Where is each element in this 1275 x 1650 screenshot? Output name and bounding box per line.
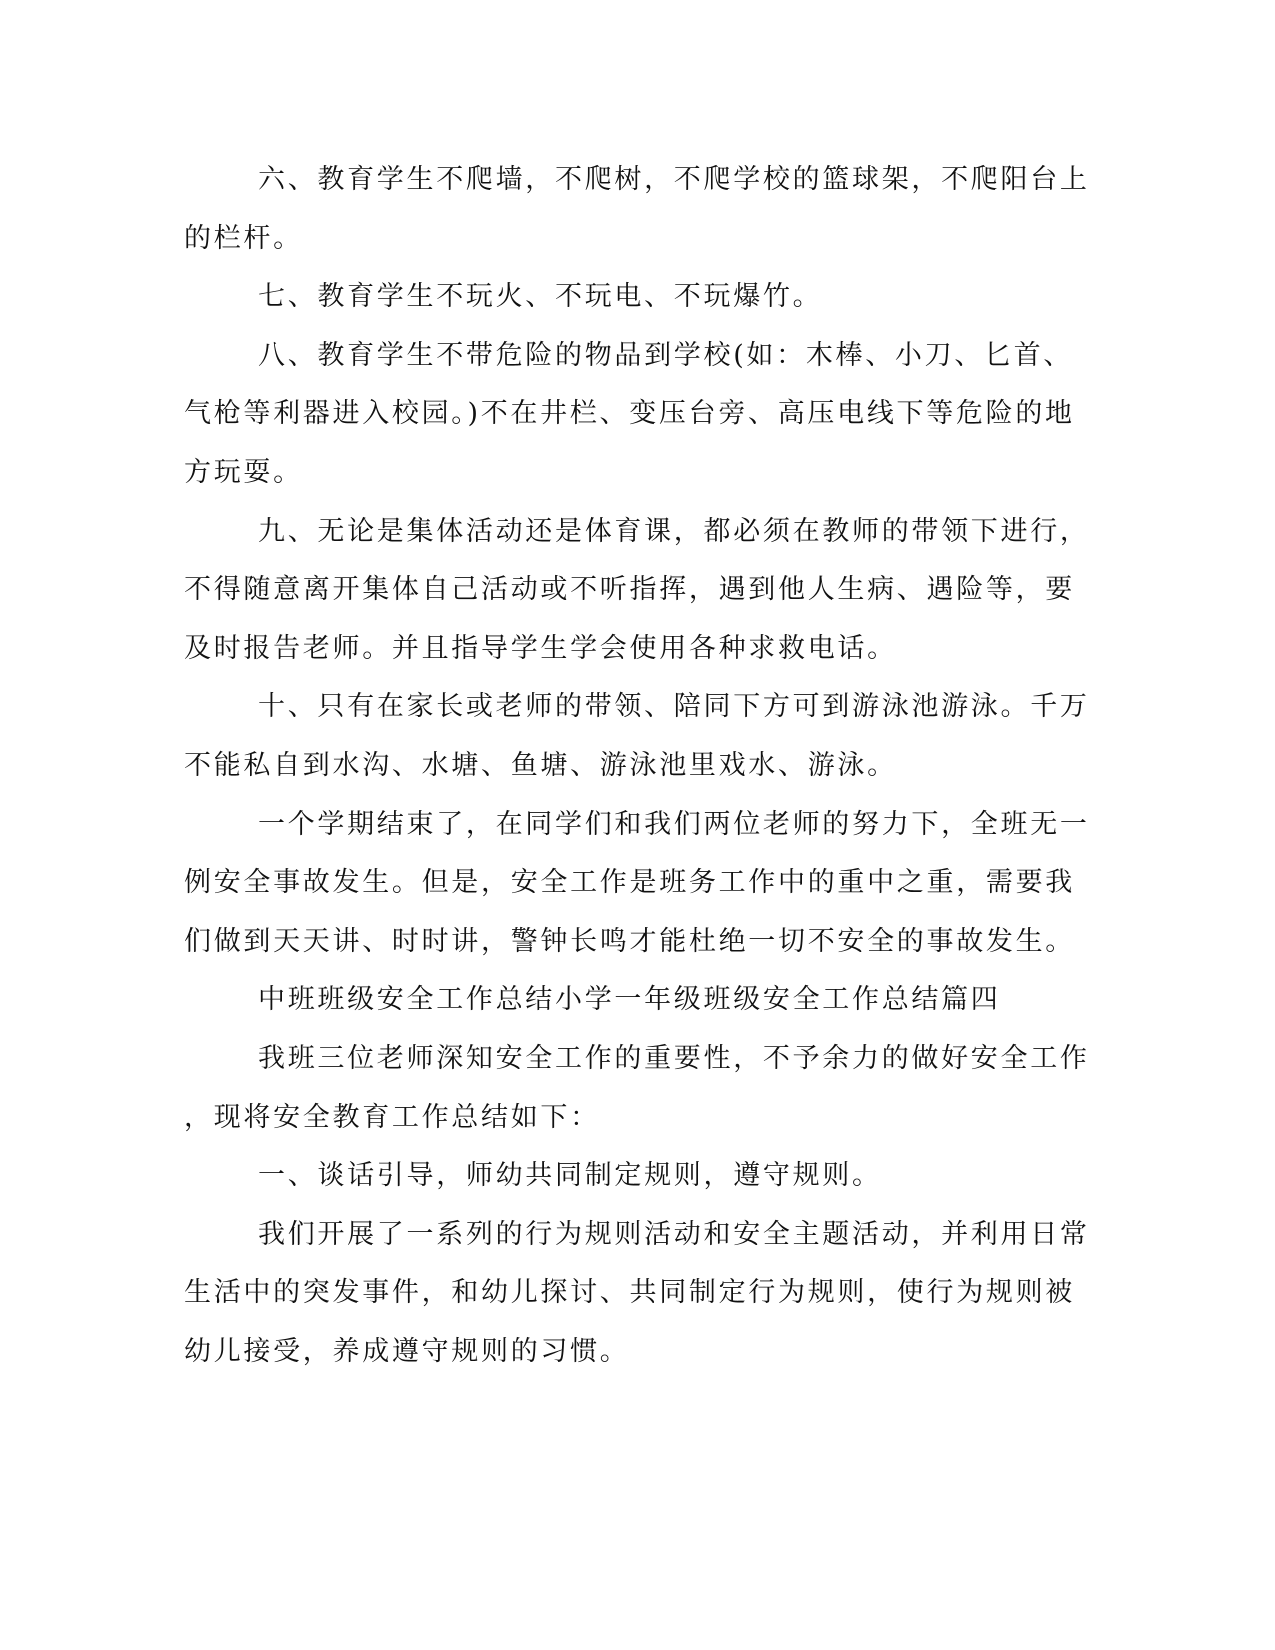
paragraph-item-6 — [184, 151, 1090, 268]
paragraph-line: 我班三位老师深知安全工作的重要性，不予余力的做好安全工作 — [258, 1042, 1090, 1074]
paragraph-line: 方玩耍。 — [184, 456, 303, 488]
paragraph-item-10 — [184, 678, 1090, 795]
paragraph-line: 六、教育学生不爬墙，不爬树，不爬学校的篮球架，不爬阳台上 — [258, 164, 1090, 195]
paragraph-line: 八、教育学生不带危险的物品到学校(如：木棒、小刀、匕首、 — [258, 339, 1074, 371]
paragraph-line: 九、无论是集体活动还是体育课，都必须在教师的带领下进行， — [258, 515, 1090, 547]
paragraph-line: 一个学期结束了，在同学们和我们两位老师的努力下，全班无一 — [258, 808, 1090, 840]
paragraph-item-7 — [184, 268, 1036, 327]
paragraph-intro — [184, 1030, 1090, 1147]
section-heading — [184, 971, 1036, 1030]
paragraph-line: 气枪等利器进入校园。)不在井栏、变压台旁、高压电线下等危险的地 — [184, 398, 1075, 430]
paragraph-line: 一、谈话引导，师幼共同制定规则，遵守规则。 — [258, 1160, 882, 1192]
paragraph-line: 及时报告老师。并且指导学生学会使用各种求救电话。 — [184, 632, 897, 664]
document-page — [184, 151, 1090, 1381]
paragraph-item-9 — [184, 503, 1090, 679]
paragraph-line: ，现将安全教育工作总结如下： — [184, 1101, 600, 1133]
paragraph-summary — [184, 796, 1090, 972]
paragraph-line: 十、只有在家长或老师的带领、陪同下方可到游泳池游泳。千万 — [258, 691, 1090, 723]
paragraph-line: 生活中的突发事件，和幼儿探讨、共同制定行为规则，使行为规则被 — [184, 1277, 1075, 1309]
paragraph-line: 七、教育学生不玩火、不玩电、不玩爆竹。 — [258, 281, 823, 313]
paragraph-line: 们做到天天讲、时时讲，警钟长鸣才能杜绝一切不安全的事故发生。 — [184, 925, 1075, 957]
paragraph-line: 例安全事故发生。但是，安全工作是班务工作中的重中之重，需要我 — [184, 867, 1075, 899]
paragraph-body — [184, 1206, 1090, 1382]
section-heading-text: 中班班级安全工作总结小学一年级班级安全工作总结篇四 — [258, 984, 1001, 1016]
paragraph-line: 幼儿接受，养成遵守规则的习惯。 — [184, 1335, 630, 1367]
paragraph-line: 不能私自到水沟、水塘、鱼塘、游泳池里戏水、游泳。 — [184, 749, 897, 781]
paragraph-item-8 — [184, 327, 1075, 503]
paragraph-line: 我们开展了一系列的行为规则活动和安全主题活动，并利用日常 — [258, 1218, 1090, 1250]
paragraph-line: 的栏杆。 — [184, 222, 303, 254]
paragraph-line: 不得随意离开集体自己活动或不听指挥，遇到他人生病、遇险等，要 — [184, 574, 1075, 606]
paragraph-item-1 — [184, 1147, 1036, 1206]
